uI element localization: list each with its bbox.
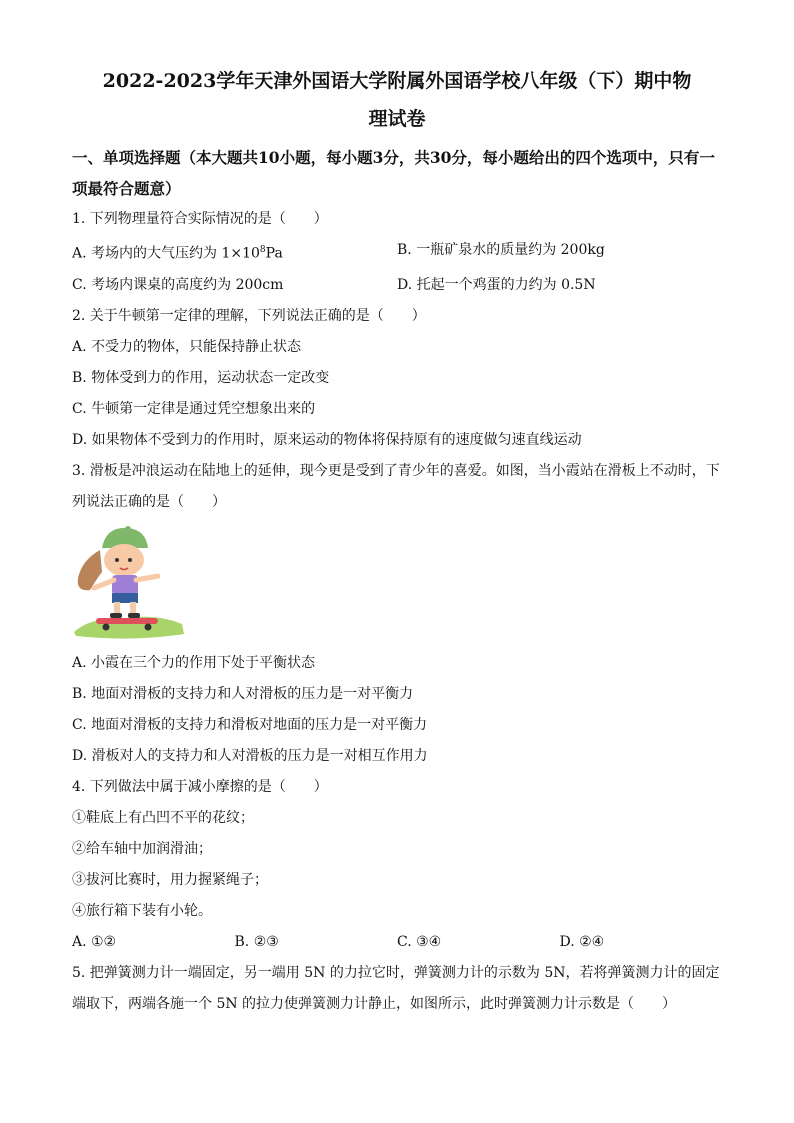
q2-option-c: C. 牛顿第一定律是通过凭空想象出来的 (72, 400, 316, 417)
q1-option-b: B. 一瓶矿泉水的质量约为 200kg (397, 242, 605, 258)
q4-option-c: C. ③④ (397, 933, 442, 950)
q1-option-a: A. 考场内的大气压约为 $1\times 10^8Pa$ (72, 245, 283, 262)
q3-option-b: B. 地面对滑板的支持力和人对滑板的压力是一对平衡力 (72, 685, 414, 702)
q1-options-row1 (72, 235, 722, 270)
q3-option-d: D. 滑板对人的支持力和人对滑板的压力是一对相互作用力 (72, 747, 428, 764)
q2-stem: 2. 关于牛顿第一定律的理解，下列说法正确的是（ ） (72, 307, 426, 324)
q4-item-3: ③拔河比赛时，用力握紧绳子； (72, 871, 268, 888)
q4-stem: 4. 下列做法中属于减小摩擦的是（ ） (72, 778, 328, 795)
q2-option-a: A. 不受力的物体，只能保持静止状态 (72, 338, 302, 355)
q2-option-d: D. 如果物体不受到力的作用时，原来运动的物体将保持原有的速度做匀速直线运动 (72, 431, 582, 448)
q1-options-row2 (72, 270, 722, 301)
q1-stem: 1. 下列物理量符合实际情况的是（ ） (72, 211, 328, 227)
q3-option-c: C. 地面对滑板的支持力和滑板对地面的压力是一对平衡力 (72, 716, 428, 733)
q3-option-a: A. 小霞在三个力的作用下处于平衡状态 (72, 654, 316, 671)
q3-stem: 3. 滑板是冲浪运动在陆地上的延伸，现今更是受到了青少年的喜爱。如图，当小霞站在滑板上不动时，下列说法正确的是（ ） (72, 462, 720, 510)
skateboard-girl-illustration (72, 520, 186, 640)
q4-option-b: B. ②③ (234, 933, 279, 950)
q5-stem: 5. 把弹簧测力计一端固定，另一端用 5N 的力拉它时，弹簧测力计的示数为 5N，若将弹簧测力计的固定端取下，两端各施一个 5N 的拉力使弹簧测力计静止，如图所示，此时弹簧测力计示数是（ ） (72, 964, 720, 1012)
exam-title-line2: 理试卷 (368, 108, 426, 130)
q1-option-c: C. 考场内课桌的高度约为 200cm (72, 276, 284, 293)
exam-title-line1: 2022-2023学年天津外国语大学附属外国语学校八年级（下）期中物 (102, 70, 692, 92)
q4-option-a: A. ①② (72, 933, 117, 950)
q4-item-2: ②给车轴中加润滑油； (72, 840, 212, 857)
q4-item-1: ①鞋底上有凸凹不平的花纹； (72, 809, 254, 826)
section-heading: 一、单项选择题（本大题共10小题，每小题3分，共30分，每小题给出的四个选项中，只有一项最符合题意） (72, 148, 715, 198)
exam-page (72, 62, 722, 1020)
q4-options (72, 927, 722, 958)
q2-option-b: B. 物体受到力的作用，运动状态一定改变 (72, 369, 330, 386)
q1-option-d: D. 托起一个鸡蛋的力约为 0.5N (397, 276, 596, 293)
q4-item-4: ④旅行箱下装有小轮。 (72, 902, 212, 919)
q4-option-d: D. ②④ (559, 933, 605, 950)
